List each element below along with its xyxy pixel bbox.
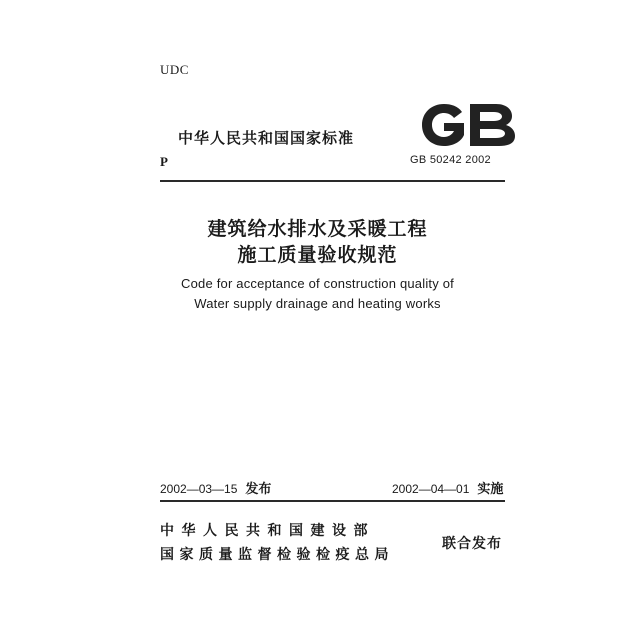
- bottom-divider: [160, 500, 505, 502]
- title-cn-line2: 施工质量验收规范: [237, 244, 398, 266]
- joint-issue-label: 联合发布: [442, 536, 502, 552]
- authority-ministry: 中华人民共和国建设部: [160, 523, 375, 539]
- standard-number: GB 50242 2002: [410, 154, 491, 166]
- issue-label: 发布: [245, 482, 272, 497]
- top-divider: [160, 180, 505, 182]
- category-mark: P: [160, 154, 168, 169]
- impl-label: 实施: [477, 482, 504, 497]
- title-en-line1: Code for acceptance of construction quality of: [181, 276, 454, 291]
- udc-label: UDC: [160, 62, 189, 77]
- authority-aqsiq: 国家质量监督检验检疫总局: [160, 547, 394, 563]
- implementation-date: [392, 478, 503, 497]
- issue-date-value: 2002—03—15: [160, 482, 238, 496]
- issue-date: [160, 478, 271, 497]
- standard-type: 中华人民共和国国家标准: [178, 129, 355, 147]
- impl-date-value: 2002—04—01: [392, 482, 470, 496]
- title-cn-line1: 建筑给水排水及采暖工程: [207, 218, 428, 240]
- gb-logo: [418, 100, 518, 150]
- title-en-line2: Water supply drainage and heating works: [194, 296, 441, 311]
